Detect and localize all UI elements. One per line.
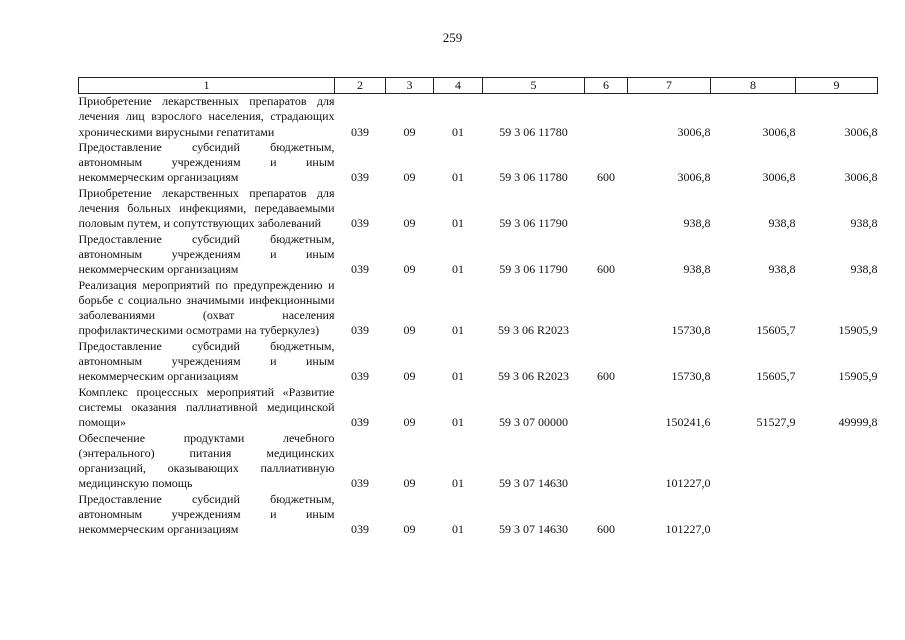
target-article-code: 59 3 07 00000 — [499, 415, 568, 430]
row-name: Реализация мероприятий по предупреждению и борьбе с социально значимыми инфекционными заболеваниями (охват населения профилактическими осмотрами на туберкулез) — [78, 277, 335, 338]
subsection-code: 01 — [452, 476, 464, 491]
ministry-code: 039 — [351, 369, 369, 384]
target-article-code: 59 3 06 R2023 — [497, 369, 569, 384]
section-code: 09 — [403, 476, 416, 491]
table-row — [79, 385, 878, 431]
budget-table — [78, 77, 878, 538]
subsection-code: 01 — [452, 415, 464, 430]
amount-year-1: 3006,8 — [677, 170, 711, 185]
amount-year-1: 101227,0 — [665, 522, 711, 537]
section-code: 09 — [403, 170, 416, 185]
ministry-code: 039 — [351, 124, 369, 139]
ministry-code: 039 — [351, 216, 369, 231]
section-code: 09 — [403, 262, 416, 277]
amount-year-3: 15905,9 — [838, 323, 878, 338]
expense-type-code: 600 — [597, 369, 615, 384]
header-row — [79, 78, 878, 94]
subsection-code: 01 — [452, 323, 464, 338]
target-article-code: 59 3 06 11780 — [499, 170, 568, 185]
ministry-code: 039 — [351, 170, 369, 185]
amount-year-2 — [711, 431, 796, 492]
amount-year-3: 938,8 — [850, 216, 878, 231]
section-code: 09 — [403, 369, 416, 384]
row-name: Предоставление субсидий бюджетным, автономным учреждениям и иным некоммерческим организациям — [78, 491, 335, 537]
amount-year-2: 938,8 — [768, 216, 796, 231]
section-code: 09 — [403, 415, 416, 430]
expense-type-code — [585, 278, 628, 339]
table-row — [79, 140, 878, 186]
table-row — [79, 186, 878, 232]
amount-year-1: 3006,8 — [677, 124, 711, 139]
amount-year-2: 51527,9 — [756, 415, 796, 430]
amount-year-3: 3006,8 — [844, 170, 878, 185]
amount-year-3: 15905,9 — [838, 369, 878, 384]
expense-type-code: 600 — [597, 170, 615, 185]
header-cell: 3 — [386, 78, 434, 94]
header-cell: 1 — [79, 78, 335, 94]
row-name: Обеспечение продуктами лечебного (энтерального) питания медицинских организаций, оказывающих паллиативную медицинскую помощь — [78, 430, 335, 491]
row-name: Приобретение лекарственных препаратов для лечения лиц взрослого населения, страдающих хроническими вирусными гепатитами — [78, 94, 335, 139]
amount-year-3 — [796, 431, 878, 492]
subsection-code: 01 — [452, 216, 464, 231]
expense-type-code — [585, 385, 628, 431]
amount-year-2 — [711, 492, 796, 538]
row-name: Предоставление субсидий бюджетным, автономным учреждениям и иным некоммерческим организациям — [78, 338, 335, 384]
section-code: 09 — [403, 124, 416, 139]
row-name: Комплекс процессных мероприятий «Развитие системы оказания паллиативной медицинской помощи» — [78, 384, 335, 430]
amount-year-1: 15730,8 — [671, 369, 711, 384]
amount-year-2: 15605,7 — [756, 369, 796, 384]
amount-year-2: 15605,7 — [756, 323, 796, 338]
amount-year-2: 3006,8 — [762, 170, 796, 185]
ministry-code: 039 — [351, 323, 369, 338]
amount-year-1: 938,8 — [683, 216, 711, 231]
header-cell: 5 — [483, 78, 585, 94]
header-cell: 2 — [335, 78, 386, 94]
row-name: Предоставление субсидий бюджетным, автономным учреждениям и иным некоммерческим организациям — [78, 139, 335, 185]
expense-type-code — [585, 94, 628, 140]
amount-year-3: 49999,8 — [838, 415, 878, 430]
target-article-code: 59 3 07 14630 — [499, 476, 568, 491]
subsection-code: 01 — [452, 522, 464, 537]
amount-year-3: 938,8 — [850, 262, 878, 277]
expense-type-code: 600 — [597, 262, 615, 277]
section-code: 09 — [403, 522, 416, 537]
amount-year-1: 150241,6 — [665, 415, 711, 430]
amount-year-1: 15730,8 — [671, 323, 711, 338]
subsection-code: 01 — [452, 124, 464, 139]
target-article-code: 59 3 06 11790 — [499, 216, 568, 231]
row-name: Приобретение лекарственных препаратов для лечения больных инфекциями, передаваемыми половым путем, и сопутствующих заболеваний — [78, 185, 335, 231]
target-article-code: 59 3 06 R2023 — [497, 323, 569, 338]
ministry-code: 039 — [351, 522, 369, 537]
row-name: Предоставление субсидий бюджетным, автономным учреждениям и иным некоммерческим организациям — [78, 231, 335, 277]
amount-year-3: 3006,8 — [844, 124, 878, 139]
target-article-code: 59 3 06 11790 — [499, 262, 568, 277]
header-cell: 7 — [628, 78, 711, 94]
ministry-code: 039 — [351, 415, 369, 430]
subsection-code: 01 — [452, 369, 464, 384]
subsection-code: 01 — [452, 262, 464, 277]
table-row — [79, 339, 878, 385]
ministry-code: 039 — [351, 476, 369, 491]
expense-type-code — [585, 431, 628, 492]
page-number: 259 — [442, 30, 463, 45]
amount-year-2: 938,8 — [768, 262, 796, 277]
amount-year-2: 3006,8 — [762, 124, 796, 139]
table-row — [79, 492, 878, 538]
amount-year-3 — [796, 492, 878, 538]
table-row — [79, 94, 878, 140]
header-cell: 6 — [585, 78, 628, 94]
header-cell: 4 — [434, 78, 483, 94]
target-article-code: 59 3 07 14630 — [499, 522, 568, 537]
expense-type-code: 600 — [597, 522, 615, 537]
table-row — [79, 232, 878, 278]
section-code: 09 — [403, 323, 416, 338]
header-cell: 9 — [796, 78, 878, 94]
table-row — [79, 278, 878, 339]
ministry-code: 039 — [351, 262, 369, 277]
amount-year-1: 101227,0 — [665, 476, 711, 491]
target-article-code: 59 3 06 11780 — [499, 124, 568, 139]
expense-type-code — [585, 186, 628, 232]
header-cell: 8 — [711, 78, 796, 94]
table-row — [79, 431, 878, 492]
amount-year-1: 938,8 — [683, 262, 711, 277]
subsection-code: 01 — [452, 170, 464, 185]
section-code: 09 — [403, 216, 416, 231]
